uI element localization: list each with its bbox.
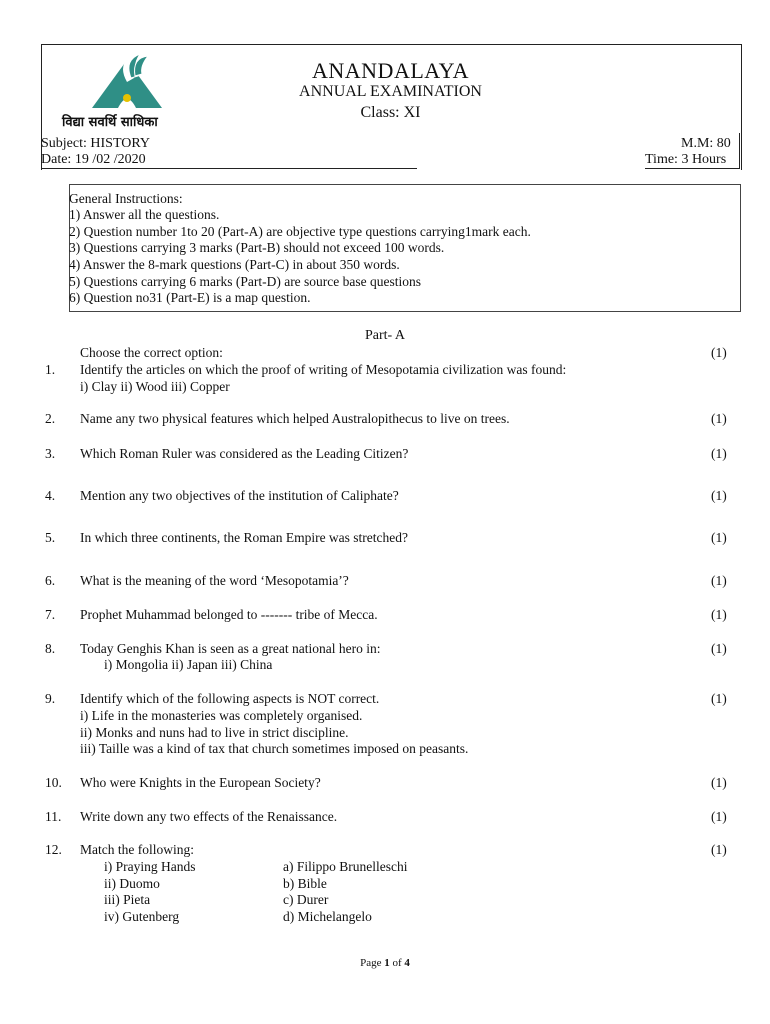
question-option: i) Life in the monasteries was completely organised.: [80, 708, 363, 723]
question-marks: (1): [711, 530, 727, 545]
question-marks: (1): [711, 809, 727, 824]
question-text: Mention any two objectives of the institution of Caliphate?: [80, 488, 399, 503]
school-name: ANANDALAYA: [312, 58, 469, 83]
question-number: 11.: [45, 809, 62, 824]
subject-label: Subject: HISTORY: [41, 136, 151, 151]
part-title: Part- A: [364, 328, 406, 343]
question-number: 6.: [45, 573, 56, 588]
class-label: Class: XI: [360, 104, 421, 121]
instruction-item: 1) Answer all the questions.: [69, 207, 220, 222]
question-option: iii) Taille was a kind of tax that church sometimes imposed on peasants.: [80, 741, 469, 756]
question-option: ii) Monks and nuns had to live in strict discipline.: [80, 725, 349, 740]
question-number: 1.: [45, 362, 56, 377]
match-right-item: a) Filippo Brunelleschi: [283, 859, 408, 874]
match-left-item: iv) Gutenberg: [104, 909, 180, 924]
question-number: 10.: [45, 775, 62, 790]
question-text: Choose the correct option:: [80, 345, 223, 360]
instruction-item: 4) Answer the 8-mark questions (Part-C) in about 350 words.: [69, 257, 400, 272]
question-number: 3.: [45, 446, 56, 461]
page-footer: [0, 957, 770, 969]
question-text: What is the meaning of the word ‘Mesopotamia’?: [80, 573, 349, 588]
question-text: Who were Knights in the European Society?: [80, 775, 321, 790]
page-total: 4: [404, 957, 410, 969]
exam-title: ANNUAL EXAMINATION: [299, 83, 482, 100]
question-number: 9.: [45, 691, 56, 706]
match-right-item: c) Durer: [283, 892, 329, 907]
header-divider: [41, 168, 417, 169]
question-marks: (1): [711, 573, 727, 588]
question-number: 4.: [45, 488, 56, 503]
question-number: 8.: [45, 641, 56, 656]
instruction-item: 5) Questions carrying 6 marks (Part-D) are source base questions: [69, 274, 422, 289]
question-marks: (1): [711, 411, 727, 426]
question-text: Which Roman Ruler was considered as the Leading Citizen?: [80, 446, 409, 461]
question-marks: (1): [711, 345, 727, 360]
header-divider: [739, 133, 740, 169]
question-text: Match the following:: [80, 842, 194, 857]
question-text: Write down any two effects of the Renaissance.: [80, 809, 338, 824]
question-text: In which three continents, the Roman Empire was stretched?: [80, 530, 409, 545]
question-marks: (1): [711, 842, 727, 857]
question-number: 5.: [45, 530, 56, 545]
match-left-item: iii) Pieta: [104, 892, 151, 907]
max-marks: M.M: 80: [681, 136, 731, 151]
page-number: 1: [384, 957, 390, 969]
duration: Time: 3 Hours: [645, 152, 727, 167]
date-label: Date: 19 /02 /2020: [41, 152, 146, 167]
instruction-item: 2) Question number 1to 20 (Part-A) are objective type questions carrying1mark each.: [69, 224, 531, 239]
question-marks: (1): [711, 607, 727, 622]
question-text: Today Genghis Khan is seen as a great national hero in:: [80, 641, 381, 656]
instruction-item: 6) Question no31 (Part-E) is a map question.: [69, 290, 311, 305]
question-option: i) Clay ii) Wood iii) Copper: [80, 379, 230, 394]
logo-motto: विद्या सवर्थि साधिका: [62, 115, 158, 130]
match-right-item: b) Bible: [283, 876, 327, 891]
question-number: 2.: [45, 411, 56, 426]
header-divider: [645, 168, 740, 169]
match-right-item: d) Michelangelo: [283, 909, 372, 924]
question-marks: (1): [711, 691, 727, 706]
question-marks: (1): [711, 488, 727, 503]
footer-prefix: Page: [360, 957, 385, 969]
question-option: i) Mongolia ii) Japan iii) China: [104, 657, 273, 672]
question-marks: (1): [711, 446, 727, 461]
question-text: Identify the articles on which the proof of writing of Mesopotamia civilization was found:: [80, 362, 567, 377]
instruction-item: 3) Questions carrying 3 marks (Part-B) should not exceed 100 words.: [69, 240, 445, 255]
question-text: Name any two physical features which helped Australopithecus to live on trees.: [80, 411, 510, 426]
instructions-title: General Instructions:: [69, 191, 183, 206]
match-left-item: i) Praying Hands: [104, 859, 196, 874]
question-text: Identify which of the following aspects is NOT correct.: [80, 691, 380, 706]
footer-of: of: [389, 957, 405, 969]
question-marks: (1): [711, 775, 727, 790]
question-number: 7.: [45, 607, 56, 622]
match-left-item: ii) Duomo: [104, 876, 160, 891]
question-text: Prophet Muhammad belonged to ------- tribe of Mecca.: [80, 607, 378, 622]
question-marks: (1): [711, 641, 727, 656]
question-number: 12.: [45, 842, 62, 857]
